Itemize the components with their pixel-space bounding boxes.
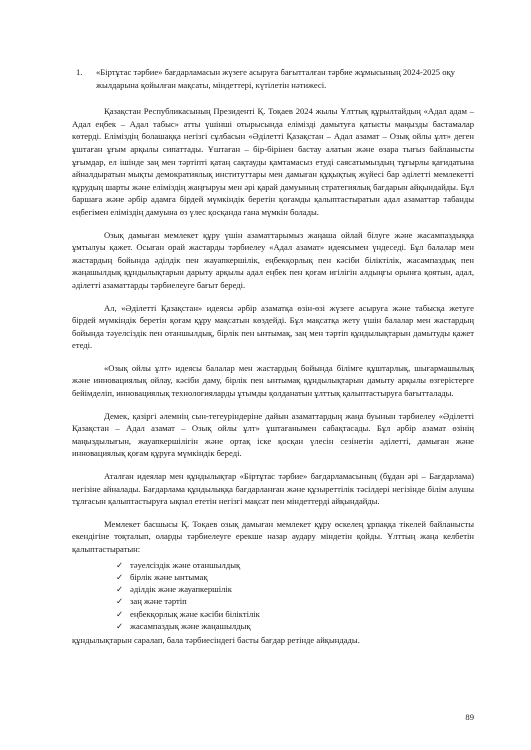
list-item xyxy=(116,595,474,607)
check-icon: ✓ xyxy=(116,621,124,632)
check-icon: ✓ xyxy=(116,559,124,570)
list-item-text: әділдік және жауапкершілік xyxy=(130,584,232,595)
list-item-text: еңбекқорлық және кәсіби біліктілік xyxy=(130,608,260,619)
values-list xyxy=(72,559,474,633)
paragraph: Аталған идеялар мен құндылықтар «Біртұтас тәрбие» бағдарламасының (бұдан әрі – Бағдарлама) негізіне айналады. Бағдарлама құндылыққа бағдарланған және құзыреттілік тәсілдері негізінде білім алушы тұлғасын қалыптастыруға ықпал ететін негізгі мақсат пен міндеттерді айқындайды. xyxy=(72,471,474,507)
section-heading xyxy=(72,66,474,91)
list-item xyxy=(116,583,474,595)
paragraph: Ал, «Әділетті Қазақстан» идеясы әрбір азаматқа өзін-өзі жүзеге асыруға және табысқа жетуге бірдей мүмкіндік беретін қоғам құру мақсатын көздейді. Бұл мақсатқа жету үшін балалар мен жастардың бойында тәуелсіздік пен отаншылдық, бірлік пен ынтымақ, заң мен тәртіп құндылықтарын дамытуды қажет етеді. xyxy=(72,302,474,351)
paragraph: Мемлекет басшысы Қ. Тоқаев озық дамыған мемлекет құру өскелең ұрпаққа тікелей байланысты екендігіне тоқталып, оларды тәрбиелеуге ерекше назар аудару міндетін қойды. Ұлттың жаңа келбетін қалыптастыратын: xyxy=(72,518,474,554)
page-number: 89 xyxy=(465,712,474,722)
check-icon: ✓ xyxy=(116,571,124,582)
heading-text: «Біртұтас тәрбие» бағдарламасын жүзеге асыруға бағытталған тәрбие жұмысының 2024-2025 оқу жылдарына қойылған мақсаты, міндеттері, күтілетін нәтижесі. xyxy=(96,67,455,90)
paragraph: Озық дамыған мемлекет құру үшін азаматтарымыз жаңаша ойлай білуге және жасампаздыққа ұмтылуы қажет. Осыған орай жастарды тәрбиелеу «Адал азамат» идеясымен үндеседі. Бұл балалар мен жастардың бойында әділдік пен жауапкершілік, еңбекқорлық пен кәсіби біліктілік, жасампаздық пен жаңашылдық құндылықтарын дарыту арқылы адал еңбек пен қоғам игілігін алдыңғы орынға қоятын, адал, әділетті азаматтарды тәрбиелеуге бағыт береді. xyxy=(72,229,474,290)
paragraph: Демек, қазіргі әлемнің сын-тегеуріндеріне дайын азаматтардың жаңа буынын тәрбиелеу «Әділетті Қазақстан – Адал азамат – Озық ойлы ұлт» ұштағанымен сабақтасады. Бұл әрбір азамат өзінің маңыздылығын, жауапкершілігін және ортақ іске қосқан үлесін сезінетін әділетті, дамыған және инновациялық қоғам құруға мүмкіндік береді. xyxy=(72,410,474,459)
check-icon: ✓ xyxy=(116,608,124,619)
list-item-text: жасампаздық және жаңашылдық xyxy=(130,621,251,632)
list-item xyxy=(116,571,474,583)
list-item xyxy=(116,608,474,620)
check-icon: ✓ xyxy=(116,584,124,595)
list-item-text: заң және тәртіп xyxy=(130,596,187,607)
list-item-text: тәуелсіздік және отаншылдық xyxy=(130,559,241,570)
closing-text: құндылықтарын саралап, бала тәрбиесіндегі басты бағдар ретінде айқындады. xyxy=(72,635,360,646)
heading-number: 1. xyxy=(76,67,83,77)
paragraph: Қазақстан Республикасының Президенті Қ. Тоқаев 2024 жылы Ұлттық құрылтайдың «Адал адам – Адал еңбек – Адал табыс» атты үшінші отырысында елімізді дамытуға қатысты маңызды бастамалар көтерді. Еліміздің болашаққа негізгі сұлбасын «Әділетті Қазақстан – Адал азамат – Озық ойлы ұлт» деген ұштаған ұғым арқылы сипаттады. Ұштаған – бір-бірінен бастау алатын және өзара тығыз байланысты ұғымдар, ел ішінде заң мен тәртіпті қатаң сақтауды қамтамасыз етуді саясатымыздың тұғырлы қағидатына айналдыратын мықты демократиялық институттары мен дамыған құқықтық жүйесі бар әділетті мемлекетті құрудың шарты және еліміздің жаңғыруы мен әрі қарай дамуының стратегиялық бағдарын айқындайды. Бұл баршаға және әрбір адамға бірдей мүмкіндік беретін қоғамды қалыптастыратын адал азаматтар табанды еңбегімен еліміздің дамуына өз үлес қосқанда ғана мүмкін болады. xyxy=(72,106,474,217)
list-item xyxy=(116,620,474,632)
list-item-text: бірлік және ынтымақ xyxy=(130,571,208,582)
paragraph: «Озық ойлы ұлт» идеясы балалар мен жастардың бойында білімге құштарлық, шығармашылық және инновациялық ойлау, кәсіби даму, бірлік пен ынтымақ құндылықтарын дамыту арқылы өзгерістерге бейімделіп, инновациялық технологияларды ұтымды қолданатын ұлттық қалыптастыруға бағытталады. xyxy=(72,362,474,399)
list-item xyxy=(116,559,474,571)
check-icon: ✓ xyxy=(116,596,124,607)
